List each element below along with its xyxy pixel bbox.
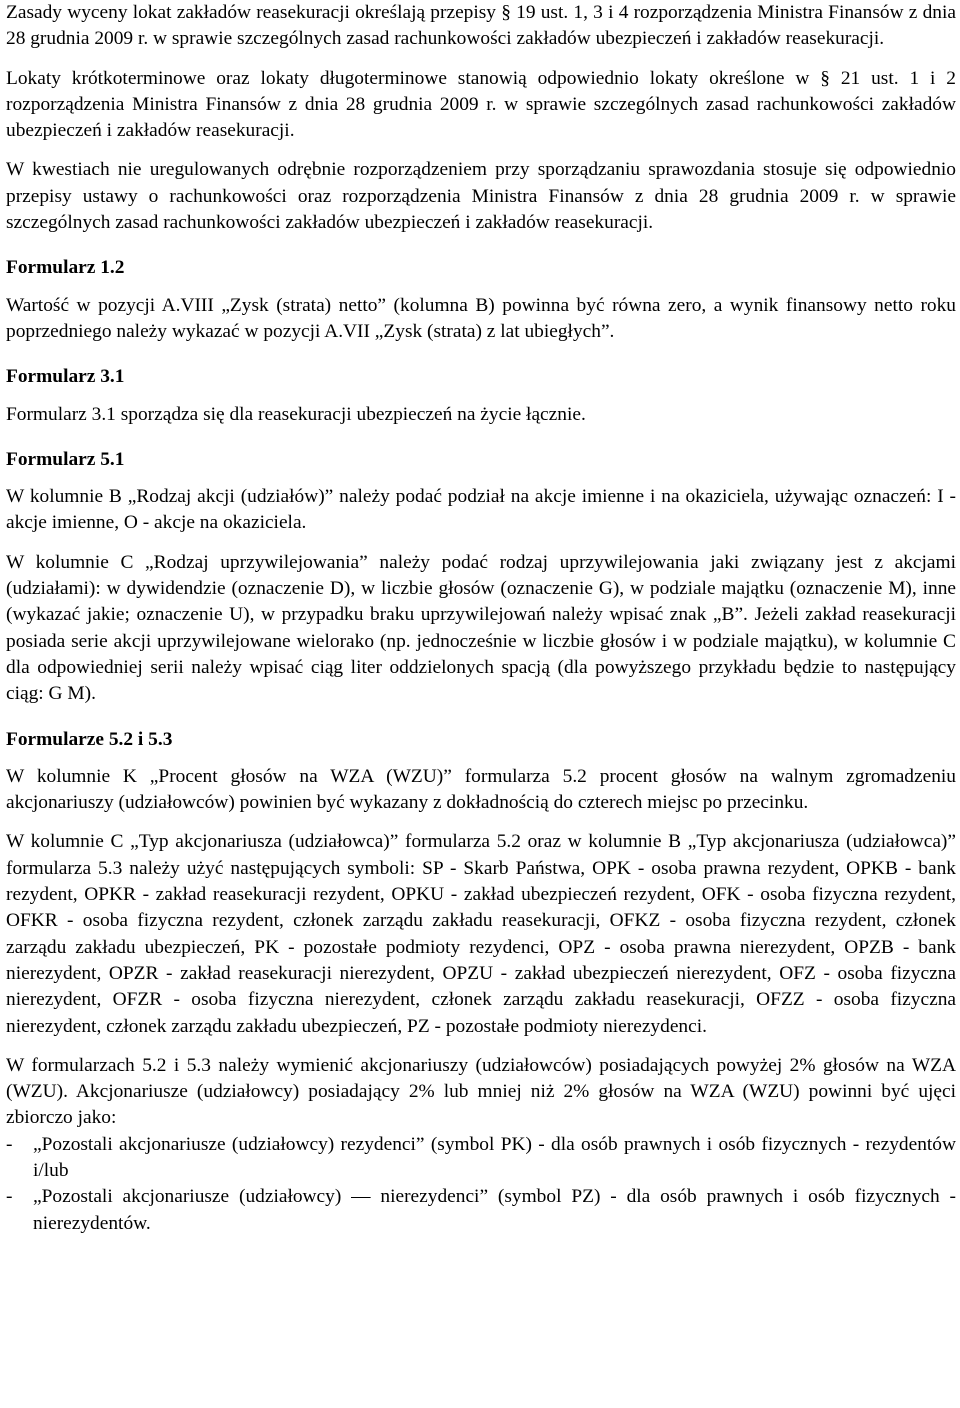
- heading-formularz-1-2: Formularz 1.2: [6, 257, 125, 279]
- paragraph-short-long-term-investments: Lokaty krótkoterminowe oraz lokaty długoterminowe stanowią odpowiednio lokaty określone w § 21 ust. 1 i 2 rozporządzenia Ministra Finansów z dnia 28 grudnia 2009 r. w sprawie szczególnych zasad rachunkowości zakładów ubezpieczeń i zakładów reasekuracji.: [6, 67, 956, 142]
- paragraph-valuation-rules: Zasady wyceny lokat zakładów reasekuracji określają przepisy § 19 ust. 1, 3 i 4 rozporządzenia Ministra Finansów z dnia 28 grudnia 2009 r. w sprawie szczególnych zasad rachunkowości zakładów ubezpieczeń i zakładów reasekuracji.: [6, 2, 956, 50]
- list-dash: -: [6, 1186, 13, 1208]
- paragraph-formularz-5-1-column-c: W kolumnie C „Rodzaj uprzywilejowania” należy podać rodzaj uprzywilejowania jaki związany jest z akcjami (udziałami): w dywidendzie (oznaczenie D), w liczbie głosów (oznaczenie G), w podziale majątku (oznaczenie M), inne (wykazać jakie; oznaczenie U), w przypadku braku uprzywilejowań należy wpisać znak „B”. Jeżeli zakład reasekuracji posiada serie akcji uprzywilejowane wielorako (np. jednocześnie w liczbie głosów i w podziale majątku), w kolumnie C dla odpowiedniej serii należy wpisać ciąg liter oddzielonych spacją (dla powyższego przykładu będzie to następujący ciąg: G M).: [6, 551, 956, 705]
- paragraph-shareholders-above-2-percent: W formularzach 5.2 i 5.3 należy wymienić akcjonariuszy (udziałowców) posiadających powyżej 2% głosów na WZA (WZU). Akcjonariusze (udziałowcy) posiadający 2% lub mniej niż 2% głosów na WZA (WZU) powinni być ujęci zbiorczo jako:: [6, 1054, 956, 1129]
- paragraph-formularz-5-1-column-b: W kolumnie B „Rodzaj akcji (udziałów)” należy podać podział na akcje imienne i na okaziciela, używając oznaczeń: I - akcje imienne, O - akcje na okaziciela.: [6, 486, 956, 534]
- heading-formularze-5-2-5-3: Formularze 5.2 i 5.3: [6, 728, 173, 750]
- paragraph-formularz-5-2-column-k: W kolumnie K „Procent głosów na WZA (WZU)” formularza 5.2 procent głosów na walnym zgromadzeniu akcjonariuszy (udziałowców) powinien być wykazany z dokładnością do czterech miejsc po przecinku.: [6, 765, 956, 814]
- list-item-text: „Pozostali akcjonariusze (udziałowcy) — nierezydenci” (symbol PZ) - dla osób prawnych i osób fizycznych - nierezydentów.: [33, 1186, 956, 1234]
- heading-formularz-3-1: Formularz 3.1: [6, 366, 125, 388]
- list-dash: -: [6, 1133, 13, 1155]
- document-page: [6, 0, 956, 1237]
- heading-formularz-5-1: Formularz 5.1: [6, 448, 125, 470]
- list-item: [6, 1184, 956, 1237]
- paragraph-shareholder-type-symbols: W kolumnie C „Typ akcjonariusza (udziałowca)” formularza 5.2 oraz w kolumnie B „Typ akcjonariusza (udziałowca)” formularza 5.3 należy użyć następujących symboli: SP - Skarb Państwa, OPK - osoba prawna rezydent, OPKB - bank rezydent, OPKR - zakład reasekuracji rezydent, OPKU - zakład ubezpieczeń rezydent, OFK - osoba fizyczna rezydent, OFKR - osoba fizyczna rezydent, członek zarządu zakładu reasekuracji, OFKZ - osoba fizyczna rezydent, członek zarządu zakładu ubezpieczeń, PK - pozostałe podmioty rezydenci, OPZ - osoba prawna nierezydent, OPZB - bank nierezydent, OPZR - zakład reasekuracji nierezydent, OPZU - zakład ubezpieczeń nierezydent, OFZ - osoba fizyczna nierezydent, OFZR - osoba fizyczna nierezydent, członek zarządu zakładu reasekuracji, OFZZ - osoba fizyczna nierezydent, członek zarządu zakładu ubezpieczeń, PZ - pozostałe podmioty nierezydenci.: [6, 831, 956, 1037]
- paragraph-formularz-1-2: Wartość w pozycji A.VIII „Zysk (strata) netto” (kolumna B) powinna być równa zero, a wynik finansowy netto roku poprzedniego należy wykazać w pozycji A.VII „Zysk (strata) z lat ubiegłych”.: [6, 294, 956, 342]
- list-item: [6, 1132, 956, 1185]
- list-item-text: „Pozostali akcjonariusze (udziałowcy) rezydenci” (symbol PK) - dla osób prawnych i osób fizycznych - rezydentów i/lub: [33, 1133, 956, 1181]
- paragraph-formularz-3-1: Formularz 3.1 sporządza się dla reasekuracji ubezpieczeń na życie łącznie.: [6, 403, 586, 425]
- paragraph-unregulated-matters: W kwestiach nie uregulowanych odrębnie rozporządzeniem przy sporządzaniu sprawozdania stosuje się odpowiednio przepisy ustawy o rachunkowości oraz rozporządzenia Ministra Finansów z dnia 28 grudnia 2009 r. w sprawie szczególnych zasad rachunkowości zakładów ubezpieczeń i zakładów reasekuracji.: [6, 159, 956, 234]
